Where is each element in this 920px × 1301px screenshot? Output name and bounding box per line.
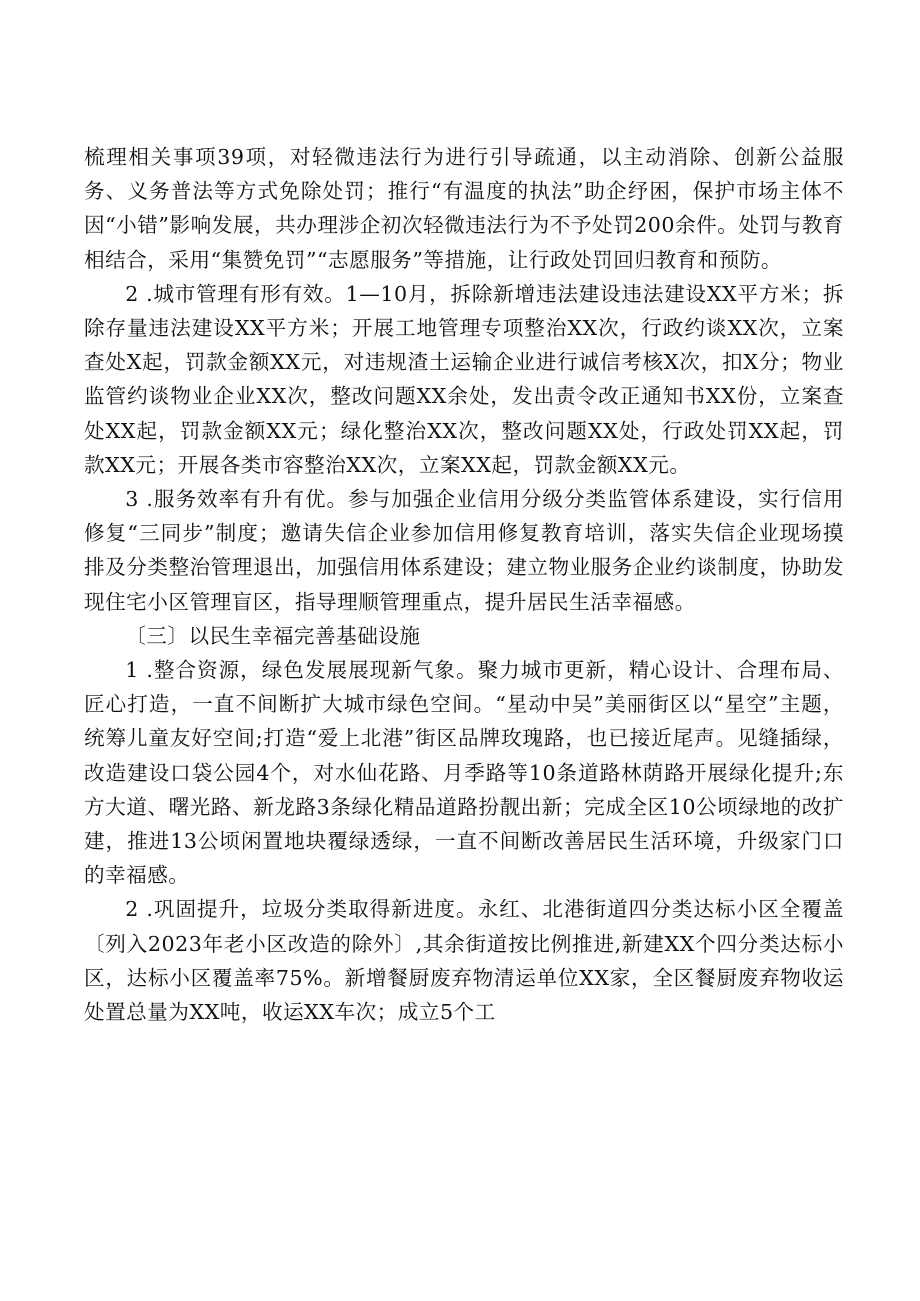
- paragraph-waste-sorting: 2 .巩固提升，垃圾分类取得新进度。永红、北港街道四分类达标小区全覆盖〔列入2023年老小区改造的除外〕,其余街道按比例推进,新建XX个四分类达标小区，达标小区覆盖率75%。新增餐厨废弃物清运单位XX家，全区餐厨废弃物收运处置总量为XX吨，收运XX车次；成立5个工: [84, 897, 844, 1025]
- paragraph-green-development: 1 .整合资源，绿色发展展现新气象。聚力城市更新，精心设计、合理布局、匠心打造，一直不间断扩大城市绿色空间。“星动中吴”美丽街区以“星空”主题，统筹儿童友好空间;打造“爱上北港”街区品牌玫瑰路，也已接近尾声。见缝插绿，改造建设口袋公园4个，对水仙花路、月季路等10条道路林荫路开展绿化提升;东方大道、曙光路、新龙路3条绿化精品道路扮靓出新；完成全区10公顷绿地的改扩建，推进13公顷闲置地块覆绿透绿，一直不间断改善居民生活环境，升级家门口的幸福感。: [84, 658, 844, 888]
- paragraph-city-management: 2 .城市管理有形有效。1—10月，拆除新增违法建设违法建设XX平方米；拆除存量违法建设XX平方米；开展工地管理专项整治XX次，行政约谈XX次，立案查处X起，罚款金额XX元，对违规渣土运输企业进行诚信考核X次，扣X分；物业监管约谈物业企业XX次，整改问题XX余处，发出责令改正通知书XX份，立案查处XX起，罚款金额XX元；绿化整治XX次，整改问题XX处，行政处罚XX起，罚款XX元；开展各类市容整治XX次，立案XX起，罚款金额XX元。: [84, 281, 844, 477]
- document-page: [84, 140, 844, 1029]
- paragraph-penalty-reform: 梳理相关事项39项，对轻微违法行为进行引导疏通，以主动消除、创新公益服务、义务普法等方式免除处罚；推行“有温度的执法”助企纾困，保护市场主体不因“小错”影响发展，共办理涉企初次轻微违法行为不予处罚200余件。处罚与教育相结合，采用“集赞免罚”“志愿服务”等措施，让行政处罚回归教育和预防。: [84, 145, 844, 272]
- paragraph-service-efficiency: 3 .服务效率有升有优。参与加强企业信用分级分类监管体系建设，实行信用修复“三同步”制度；邀请失信企业参加信用修复教育培训，落实失信企业现场摸排及分类整治管理退出，加强信用体系建设；建立物业服务企业约谈制度，协助发现住宅小区管理盲区，指导理顺管理重点，提升居民生活幸福感。: [84, 487, 844, 614]
- section-heading-infrastructure: 〔三〕以民生幸福完善基础设施: [125, 623, 421, 648]
